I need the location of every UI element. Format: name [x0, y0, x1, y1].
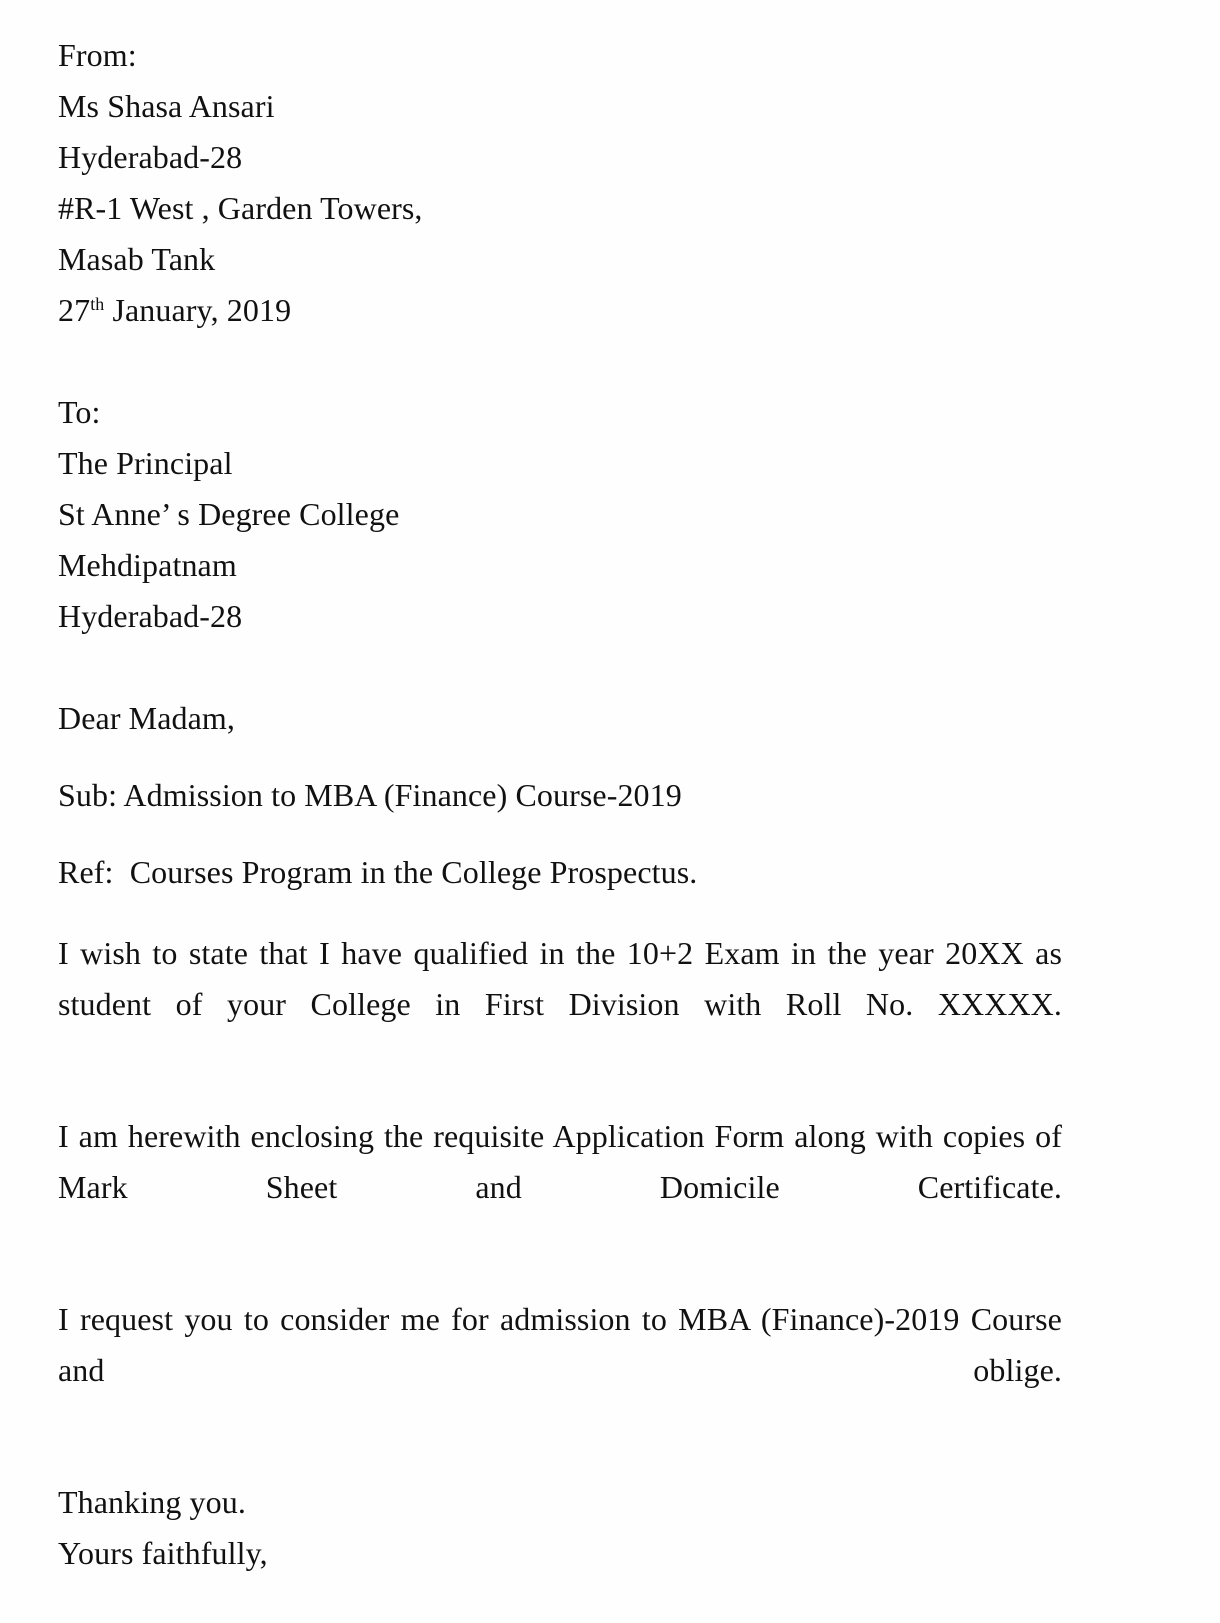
body-paragraph-2: I am herewith enclosing the requisite Application Form along with copies of Mark Sheet and Domicile Certificate. [58, 1118, 1062, 1205]
recipient-title: The Principal [58, 445, 233, 481]
spacer-after-recipient [58, 642, 1062, 693]
reference-line: Ref: Courses Program in the College Prospectus. [58, 854, 698, 890]
sender-label: From: [58, 37, 137, 73]
sender-locality: Masab Tank [58, 241, 216, 277]
spacer-after-subject [58, 821, 1062, 847]
spacer-before-closing [58, 1447, 1062, 1477]
sender-block [58, 30, 1062, 336]
spacer-before-body [58, 898, 1062, 928]
recipient-block [58, 387, 1062, 642]
closing-thanks: Thanking you. [58, 1484, 246, 1520]
body-paragraph-1: I wish to state that I have qualified in the 10+2 Exam in the year 20XX as student of your College in First Division with Roll No. XXXXX. [58, 935, 1062, 1022]
recipient-city: Hyderabad-28 [58, 598, 243, 634]
sender-name: Ms Shasa Ansari [58, 88, 275, 124]
sender-street: #R-1 West , Garden Towers, [58, 190, 423, 226]
date-ordinal-suffix: th [90, 293, 105, 314]
sender-city: Hyderabad-28 [58, 139, 243, 175]
letter-date [58, 285, 1062, 336]
closing-signoff: Yours faithfully, [58, 1535, 268, 1571]
spacer-paragraph-2 [58, 1264, 1062, 1294]
spacer-after-sender [58, 336, 1062, 387]
salutation: Dear Madam, [58, 700, 236, 736]
recipient-label: To: [58, 394, 101, 430]
subject-line: Sub: Admission to MBA (Finance) Course-2019 [58, 777, 682, 813]
letter-body [58, 30, 1062, 1579]
closing-block [58, 1477, 1062, 1579]
recipient-area: Mehdipatnam [58, 547, 237, 583]
spacer-paragraph-1 [58, 1081, 1062, 1111]
body-paragraph-3: I request you to consider me for admission to MBA (Finance)-2019 Course and oblige. [58, 1301, 1062, 1388]
date-rest: January, 2019 [104, 292, 292, 328]
recipient-institution: St Anne’ s Degree College [58, 496, 400, 532]
date-day: 27 [58, 292, 91, 328]
spacer-after-salutation [58, 744, 1062, 770]
